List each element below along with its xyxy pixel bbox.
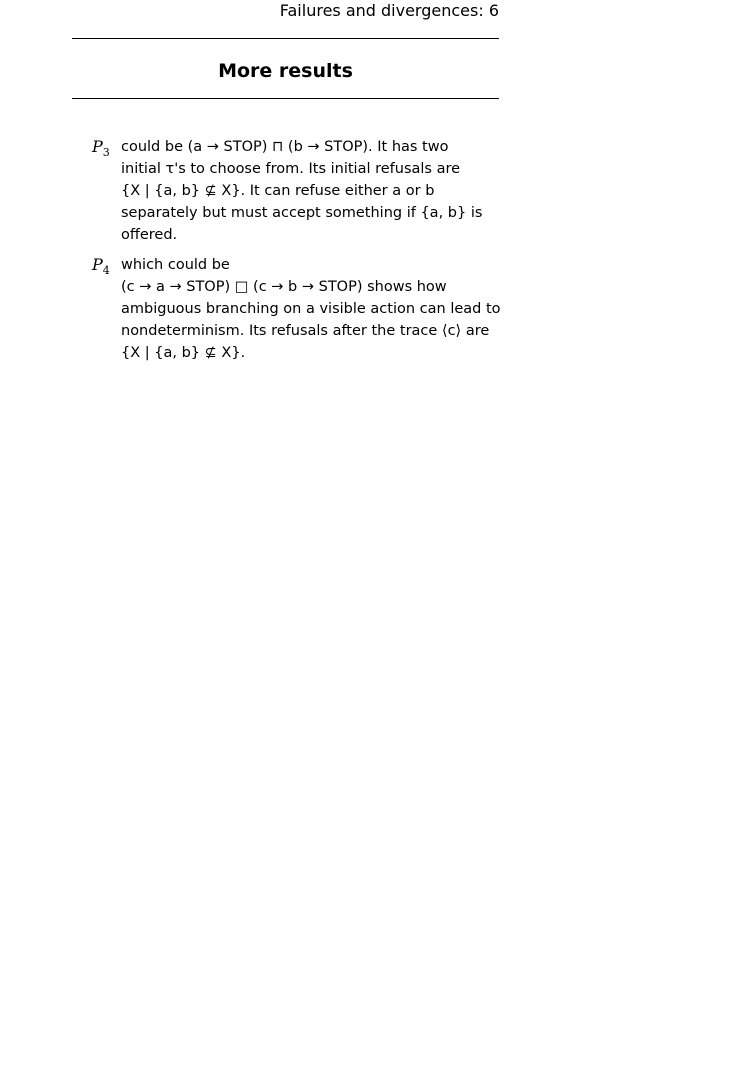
text-line: separately but must accept something if {a, b} is [121, 205, 483, 221]
running-header: Failures and divergences: 6 [279, 1, 499, 20]
item-label-p3: $P_3$ [92, 137, 110, 160]
item-body-p4 [121, 254, 501, 364]
text-line: (c → a → STOP) □ (c → b → STOP) shows how [121, 279, 447, 295]
text-line: nondeterminism. Its refusals after the trace ⟨c⟩ are [121, 323, 490, 339]
item-label-p4: $P_4$ [92, 255, 110, 278]
text-line: could be (a → STOP) ⊓ (b → STOP). It has two [121, 139, 449, 155]
text-line: initial τ's to choose from. Its initial refusals are [121, 161, 461, 177]
item-body-p3 [121, 136, 492, 246]
text-line: offered. [121, 227, 178, 243]
text-line: ambiguous branching on a visible action can lead to [121, 301, 501, 317]
bottom-rule [72, 98, 499, 99]
section-title: More results [218, 60, 353, 82]
text-line: which could be [121, 257, 230, 273]
top-rule [72, 38, 499, 39]
text-line: {X | {a, b} ⊈ X}. [121, 345, 246, 361]
text-line: {X | {a, b} ⊈ X}. It can refuse either a or b [121, 183, 435, 199]
